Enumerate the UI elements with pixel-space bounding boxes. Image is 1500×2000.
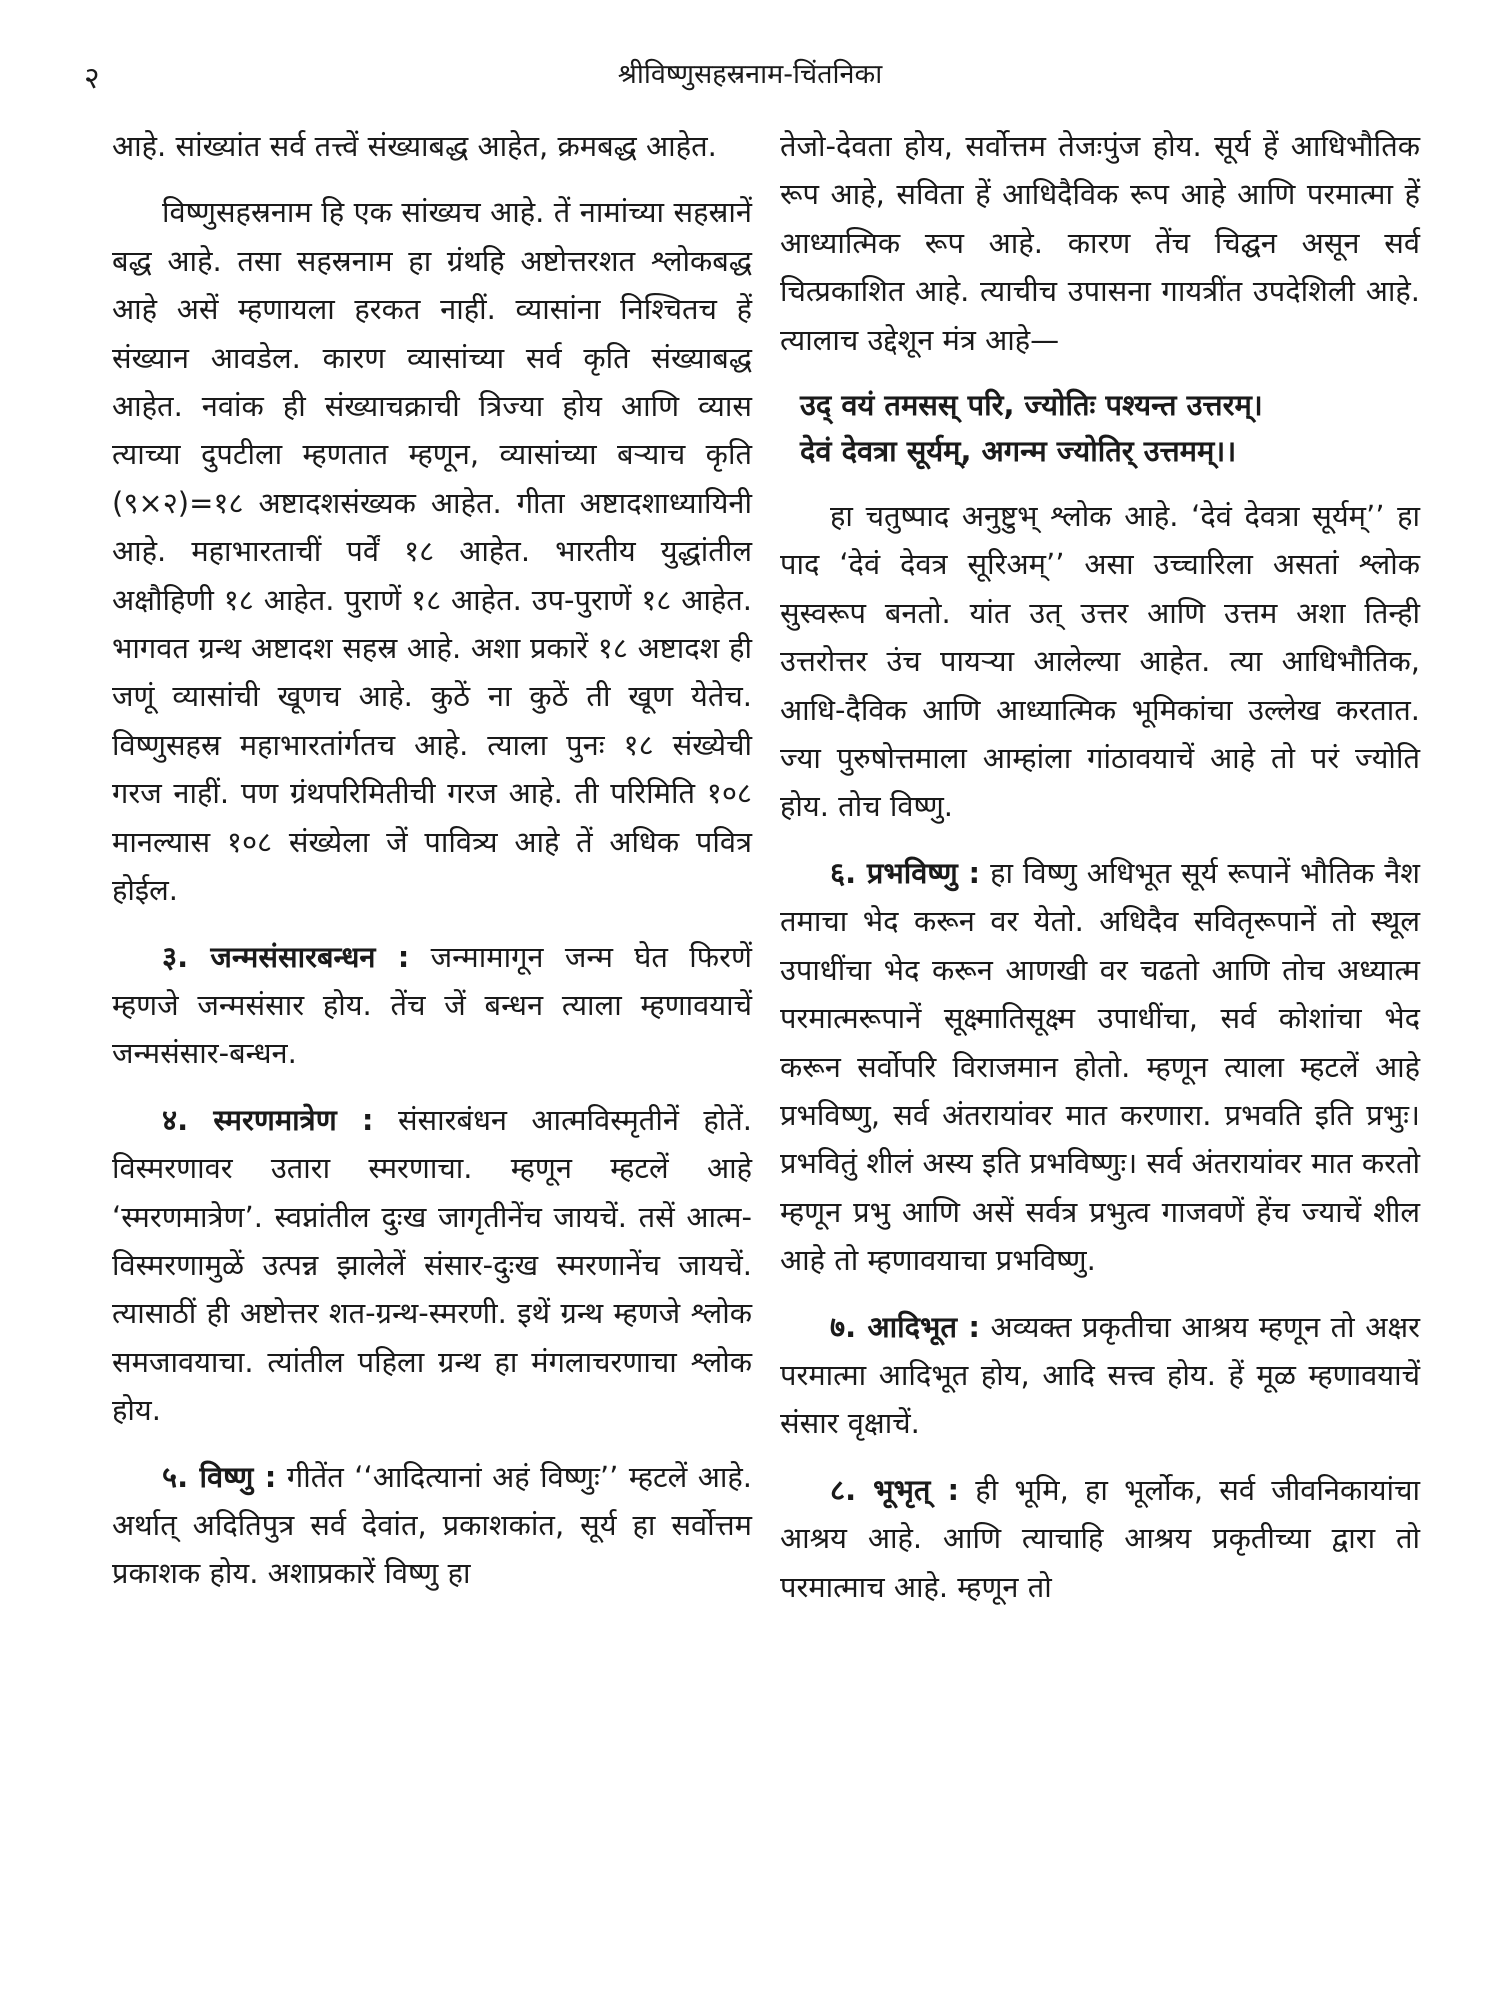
term-body: गीतेंत ‘‘आदित्यानां अहं विष्णुः’’ म्हटलें आहे. अर्थात् अदितिपुत्र सर्व देवांत, प्रकाशकांत, सूर्य हा सर्वोत्तम प्रकाशक होय. अशाप्रकारें विष्णु हा: [112, 1459, 753, 1591]
term-body: संसारबंधन आत्मविस्मृतीनें होतें. विस्मरणावर उतारा स्मरणाचा. म्हणून म्हटलें आहे ‘स्मरणमात्रेण’. स्वप्नांतील दुःख जागृतीनेंच जायचें. तसें आत्म-विस्मरणामुळें उत्पन्न झालेलें संसार-दुःख स्मरणानेंच जायचें. त्यासाठीं ही अष्टोत्तर शत-ग्रन्थ-स्मरणी. इथें ग्रन्थ म्हणजे श्लोक समजावयाचा. त्यांतील पहिला ग्रन्थ हा मंगलाचरणाचा श्लोक होय.: [112, 1102, 753, 1428]
verse-line-2: देवं देवत्रा सूर्यम्, अगन्म ज्योतिर् उत्तमम्।।: [800, 434, 1237, 469]
right-paragraph-2: हा चतुष्पाद अनुष्टुभ् श्लोक आहे. ‘देवं देवत्रा सूर्यम्’’ हा पाद ‘देवं देवत्र सूरिअम्’’ असा उच्चारिला असतां श्लोक सुस्वरूप बनतो. यांत उत् उत्तर आणि उत्तम अशा तिन्ही उत्तरोत्तर उंच पायऱ्या आलेल्या आहेत. त्या आधिभौतिक, आधि-दैविक आणि आध्यात्मिक भूमिकांचा उल्लेख करतात. ज्या पुरुषोत्तमाला आम्हांला गांठावयाचें आहे तो परं ज्योति होय. तोच विष्णु.: [780, 499, 1420, 824]
term-heading: ७. आदिभूत :: [830, 1309, 980, 1344]
left-column: [112, 122, 752, 1616]
left-paragraph-4: [112, 1096, 752, 1435]
term-heading: ८. भूभृत् :: [830, 1472, 960, 1507]
right-paragraph-5: [780, 1466, 1420, 1611]
right-paragraph-4: [780, 1303, 1420, 1448]
term-heading: ६. प्रभविष्णु :: [830, 855, 981, 890]
term-body: हा विष्णु अधिभूत सूर्य रूपानें भौतिक नैश तमाचा भेद करून वर येतो. अधिदैव सवितृरूपानें तो स्थूल उपाधींचा भेद करून आणखी वर चढतो आणि तोच अध्यात्म परमात्मरूपानें सूक्ष्मातिसूक्ष्म उपाधींचा, सर्व कोशांचा भेद करून सर्वोपरि विराजमान होतो. म्हणून त्याला म्हटलें आहे प्रभविष्णु, सर्व अंतरायांवर मात करणारा. प्रभवति इति प्रभुः। प्रभवितुं शीलं अस्य इति प्रभविष्णुः। सर्व अंतरायांवर मात करतो म्हणून प्रभु आणि असें सर्वत्र प्रभुत्व गाजवणें हेंच ज्याचें शील आहे तो म्हणावयाचा प्रभविष्णु.: [780, 855, 1421, 1278]
left-paragraph-5: [112, 1453, 752, 1598]
mantra-verse: [800, 382, 1420, 474]
term-heading: ५. विष्णु :: [162, 1459, 277, 1494]
page-number: २: [84, 61, 100, 96]
term-body: ही भूमि, हा भूर्लोक, सर्व जीवनिकायांचा आश्रय आहे. आणि त्याचाहि आश्रय प्रकृतीच्या द्वारा तो परमात्माच आहे. म्हणून तो: [780, 1472, 1420, 1604]
left-paragraph-2: विष्णुसहस्रनाम हि एक सांख्यच आहे. तें नामांच्या सहस्रानें बद्ध आहे. तसा सहस्रनाम हा ग्रंथहि अष्टोत्तरशत श्लोकबद्ध आहे असें म्हणायला हरकत नाहीं. व्यासांना निश्चितच हें संख्यान आवडेल. कारण व्यासांच्या सर्व कृति संख्याबद्ध आहेत. नवांक ही संख्याचक्राची त्रिज्या होय आणि व्यास त्याच्या दुपटीला म्हणतात म्हणून, व्यासांच्या बऱ्याच कृति (९×२)=१८ अष्टादशसंख्यक आहेत. गीता अष्टादशाध्यायिनी आहे. महाभारताचीं पर्वें १८ आहेत. भारतीय युद्धांतील अक्षौहिणी १८ आहेत. पुराणें १८ आहेत. उप-पुराणें १८ आहेत. भागवत ग्रन्थ अष्टादश सहस्र आहे. अशा प्रकारें १८ अष्टादश ही जणूं व्यासांची खूणच आहे. कुठें ना कुठें ती खूण येतेच. विष्णुसहस्र महाभारतांर्गतच आहे. त्याला पुनः १८ संख्येची गरज नाहीं. पण ग्रंथपरिमितीची गरज आहे. ती परिमिति १०८ मानल्यास १०८ संख्येला जें पावित्र्य आहे तें अधिक पवित्र होईल.: [112, 195, 752, 908]
running-head: श्रीविष्णुसहस्रनाम-चिंतनिका: [617, 59, 883, 90]
term-body: अव्यक्त प्रकृतीचा आश्रय म्हणून तो अक्षर परमात्मा आदिभूत होय, आदि सत्त्व होय. हें मूळ म्हणावयाचें संसार वृक्षाचें.: [780, 1309, 1420, 1441]
term-body: जन्मामागून जन्म घेत फिरणें म्हणजे जन्मसंसार होय. तेंच जें बन्धन त्याला म्हणावयाचें जन्मसंसार-बन्धन.: [112, 939, 752, 1071]
right-column: [780, 122, 1420, 1629]
term-heading: ३. जन्मसंसारबन्धन :: [162, 939, 410, 974]
left-paragraph-1: आहे. सांख्यांत सर्व तत्त्वें संख्याबद्ध आहेत, क्रमबद्ध आहेत.: [112, 129, 717, 163]
left-paragraph-3: [112, 933, 752, 1078]
right-paragraph-3: [780, 849, 1420, 1285]
term-heading: ४. स्मरणमात्रेण :: [162, 1102, 374, 1137]
right-paragraph-1: तेजो-देवता होय, सर्वोत्तम तेजःपुंज होय. सूर्य हें आधिभौतिक रूप आहे, सविता हें आधिदैविक रूप आहे आणि परमात्मा हें आध्यात्मिक रूप आहे. कारण तेंच चिद्घन असून सर्व चित्प्रकाशित आहे. त्याचीच उपासना गायत्रींत उपदेशिली आहे. त्यालाच उद्देशून मंत्र आहे—: [780, 129, 1420, 357]
verse-line-1: उद् वयं तमसस् परि, ज्योतिः पश्यन्त उत्तरम्।: [800, 388, 1263, 423]
